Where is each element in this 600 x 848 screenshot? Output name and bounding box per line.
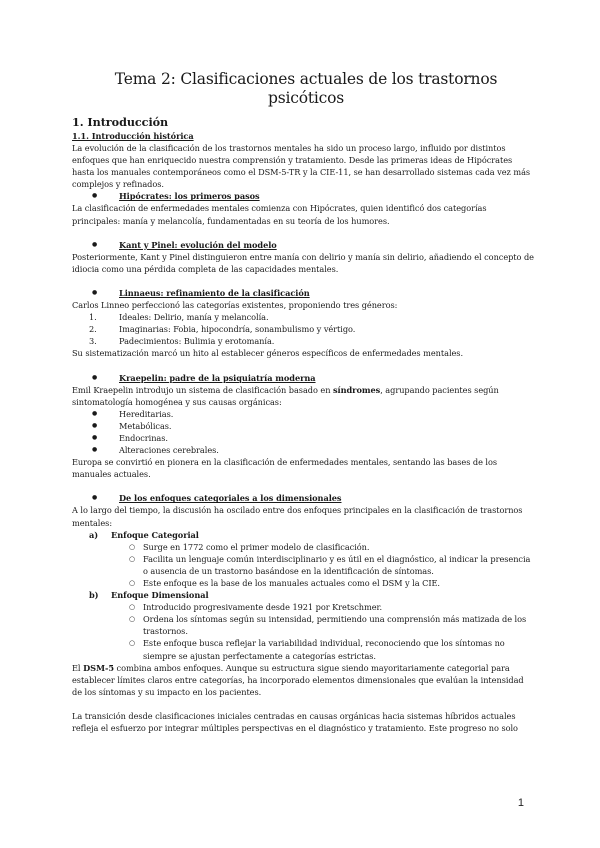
page-number: 1 [517, 797, 524, 809]
bullet-heading-kraepelin [72, 372, 534, 384]
subsection-heading-historica: 1.1. Introducción histórica [72, 131, 194, 141]
list-number: 2. [89, 324, 97, 335]
enfoques-heading-text: De los enfoques categoriales a los dimensionales [119, 493, 342, 504]
list-item: ○ Ordena los síntomas según su intensidad, permitiendo una comprensión más matizada de los trastornos. [72, 613, 534, 637]
intro-paragraph: La evolución de la clasificación de los trastornos mentales ha sido un proceso largo, influido por distintos enfoques que han enriquecido nuestra comprensión y tratamiento. Desde las primeras ideas de Hipócrates hasta los manuales contemporáneos como el DSM-5-TR y la CIE-11, se han desarrollado sistemas cada vez más complejos y refinados. [72, 143, 531, 190]
linnaeus-heading-text: Linnaeus: refinamiento de la clasificación [119, 287, 310, 298]
kraepelin-heading-text: Kraepelin: padre de la psiquiatría moderna [119, 372, 316, 383]
hipocrates-paragraph: La clasificación de enfermedades mentales comienza con Hipócrates, quien identificó dos categorías principales: manía y melancolía, fundamentadas en su teoría de los humores. [72, 203, 487, 226]
spacer [72, 698, 534, 710]
hipocrates-heading-text: Hipócrates: los primeros pasos [119, 191, 260, 202]
list-letter: b) [89, 590, 99, 601]
list-item: ● Alteraciones cerebrales. [72, 444, 534, 456]
spacer [72, 227, 534, 239]
list-letter: a) [89, 529, 99, 540]
dsm-text-bold: DSM-5 [83, 662, 114, 673]
spacer [72, 360, 534, 372]
list-item: ● Metabólicas. [72, 420, 534, 432]
kraepelin-text-after: , agrupando pacientes según sintomatología homogénea y sus causas orgánicas: [72, 384, 499, 407]
kant-heading-text: Kant y Pinel: evolución del modelo [119, 239, 277, 250]
kraepelin-text-bold: síndromes [332, 384, 381, 395]
kraepelin-after-paragraph: Europa se convirtió en pionera en la clasificación de enfermedades mentales, sentando las bases de los manuales actuales. [72, 457, 498, 480]
list-item [72, 335, 534, 347]
enfoque-categorial-label: Enfoque Categorial [111, 529, 199, 540]
bullet-heading-hipocrates [72, 190, 534, 202]
list-item [72, 323, 534, 335]
list-item: ● Hereditarias. [72, 408, 534, 420]
bullet-heading-kant [72, 239, 534, 251]
list-item-text: Padecimientos: Bulimia y erotomanía. [119, 336, 275, 347]
linnaeus-list [72, 311, 534, 347]
enfoque-dimensional-heading [72, 589, 534, 601]
dsm-text-before: El [72, 662, 84, 673]
bullet-heading-enfoques [72, 492, 534, 504]
list-item [72, 311, 534, 323]
linnaeus-paragraph: Carlos Linneo perfeccionó las categorías existentes, proponiendo tres géneros: [72, 300, 398, 311]
list-item: ○ Este enfoque busca reflejar la variabilidad individual, reconociendo que los síntomas no siempre se ajustan perfectamente a categorías estrictas. [72, 637, 534, 661]
spacer [72, 480, 534, 492]
page-content [72, 70, 534, 734]
kraepelin-paragraph [72, 384, 534, 408]
enfoque-dimensional-list [72, 601, 534, 661]
list-item: ○ Este enfoque es la base de los manuales actuales como el DSM y la CIE. [72, 577, 534, 589]
enfoque-categorial-heading [72, 529, 534, 541]
bullet-heading-linnaeus [72, 287, 534, 299]
kant-paragraph: Posteriormente, Kant y Pinel distinguieron entre manía con delirio y manía sin delirio, añadiendo el concepto de idiocia como una pérdida completa de las capacidades mentales. [72, 251, 534, 274]
section-heading-introduccion: 1. Introducción [72, 115, 169, 129]
linnaeus-after-paragraph: Su sistematización marcó un hito al establecer géneros específicos de enfermedades mentales. [72, 348, 464, 359]
enfoque-dimensional-label: Enfoque Dimensional [111, 590, 209, 601]
list-item: ○ Surge en 1772 como el primer modelo de clasificación. [72, 541, 534, 553]
dsm-paragraph [72, 662, 534, 698]
enfoques-paragraph: A lo largo del tiempo, la discusión ha oscilado entre dos enfoques principales en la clasificación de trastornos mentales: [72, 505, 523, 528]
list-item-text: Imaginarias: Fobia, hipocondría, sonambulismo y vértigo. [119, 324, 356, 335]
list-number: 1. [89, 312, 97, 323]
list-item: ○ Introducido progresivamente desde 1921 por Kretschmer. [72, 601, 534, 613]
enfoque-categorial-list [72, 541, 534, 589]
list-item-text: Ideales: Delirio, manía y melancolía. [119, 312, 269, 323]
kraepelin-list [72, 408, 534, 456]
document-title: Tema 2: Clasificaciones actuales de los trastornos psicóticos [114, 70, 498, 107]
final-paragraph: La transición desde clasificaciones iniciales centradas en causas orgánicas hacia sistemas híbridos actuales refleja el esfuerzo por integrar múltiples perspectivas en el diagnóstico y tratamiento. Este progreso no solo [72, 710, 518, 734]
list-number: 3. [89, 336, 97, 347]
list-item: ○ Facilita un lenguaje común interdisciplinario y es útil en el diagnóstico, al indicar la presencia o ausencia de un trastorno basándose en la identificación de síntomas. [72, 553, 534, 577]
kraepelin-text-before: Emil Kraepelin introdujo un sistema de clasificación basado en [72, 384, 333, 395]
spacer [72, 275, 534, 287]
list-item: ● Endocrinas. [72, 432, 534, 444]
dsm-text-after: combina ambos enfoques. Aunque su estructura sigue siendo mayoritariamente categorial para establecer límites claros entre categorías, ha incorporado elementos dimensionales que evalúan la intensidad de los síntomas y su impacto en los pacientes. [72, 662, 524, 697]
